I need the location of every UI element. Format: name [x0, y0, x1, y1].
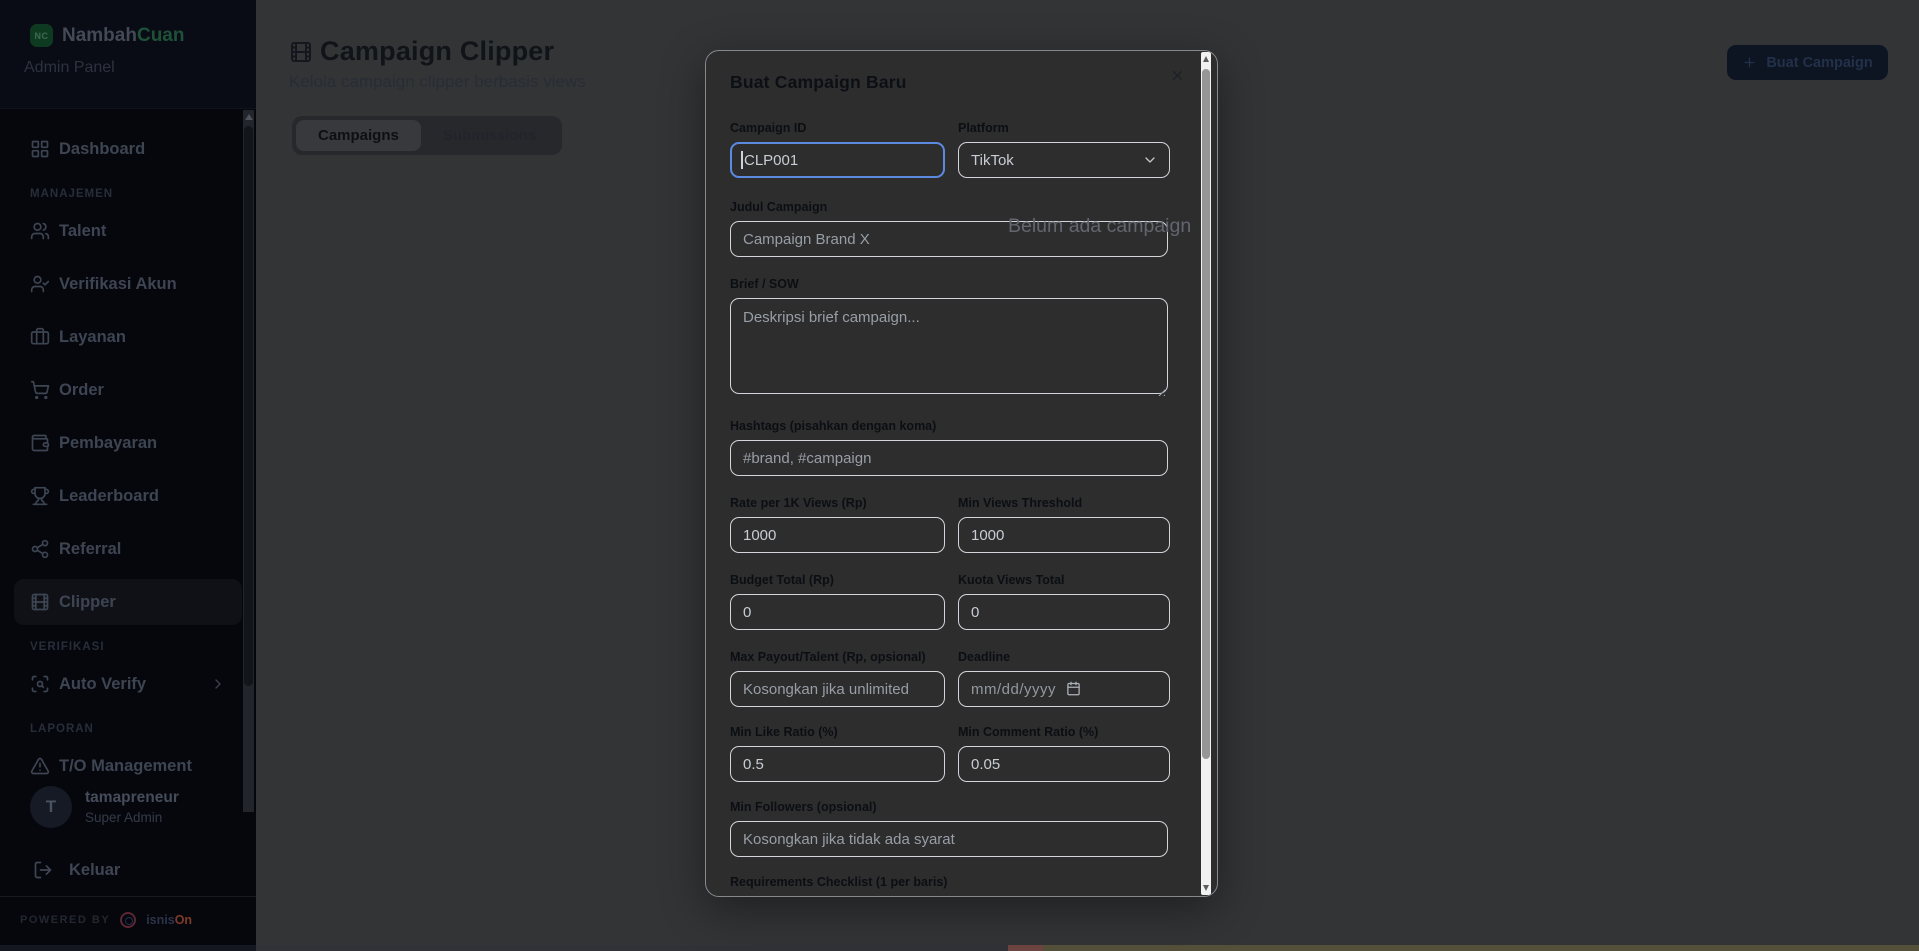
plus-icon	[1742, 55, 1757, 70]
scrollbar-thumb[interactable]	[1202, 69, 1210, 759]
footer-brand	[146, 913, 192, 927]
sidebar-item-label: Layanan	[59, 327, 126, 346]
max-payout-input[interactable]	[730, 671, 945, 707]
user-name: tamapreneur	[85, 789, 179, 806]
min-views-input[interactable]	[958, 517, 1170, 553]
sidebar-item-dashboard[interactable]	[14, 126, 242, 172]
sidebar-item-label: Verifikasi Akun	[59, 274, 177, 293]
logout-button[interactable]	[14, 852, 230, 888]
rate-input[interactable]	[730, 517, 945, 553]
admin-panel-label: Admin Panel	[24, 59, 115, 76]
sidebar-item-label: T/O Management	[59, 756, 192, 775]
sidebar-item-label: Talent	[59, 221, 107, 240]
sidebar-section-verifikasi: VERIFIKASI	[30, 641, 105, 653]
sidebar-item-auto-verify[interactable]	[14, 661, 242, 707]
sidebar-item-referral[interactable]	[14, 526, 242, 572]
brand-name-accent: Cuan	[136, 24, 185, 46]
scan-search-icon	[30, 674, 50, 694]
shopping-cart-icon	[30, 380, 50, 400]
sidebar-section-laporan: LAPORAN	[30, 723, 94, 735]
bottom-edge-left	[0, 945, 256, 951]
wallet-icon	[30, 433, 50, 453]
alert-triangle-icon	[30, 756, 50, 776]
page-title: Campaign Clipper	[320, 36, 555, 66]
sidebar-section-manajemen: MANAJEMEN	[30, 188, 114, 200]
deadline-input[interactable]	[958, 671, 1170, 707]
modal-scrollbar[interactable]	[1201, 52, 1211, 895]
min-views-label: Min Views Threshold	[958, 496, 1083, 510]
sidebar-scrollbar[interactable]	[243, 110, 254, 812]
deadline-label: Deadline	[958, 650, 1011, 664]
judul-campaign-label: Judul Campaign	[730, 200, 828, 214]
rate-label: Rate per 1K Views (Rp)	[730, 496, 867, 510]
sidebar-item-to-management[interactable]	[14, 743, 242, 789]
sidebar-nav	[0, 110, 256, 790]
users-icon	[30, 221, 50, 241]
platform-select[interactable]	[958, 142, 1170, 178]
close-button[interactable]	[1165, 63, 1189, 87]
max-payout-label: Max Payout/Talent (Rp, opsional)	[730, 650, 926, 664]
sidebar-header	[0, 0, 256, 109]
bottom-edge-red	[1008, 945, 1043, 951]
scrollbar-up-arrow[interactable]	[245, 114, 253, 120]
min-followers-label: Min Followers (opsional)	[730, 800, 877, 814]
sidebar-item-verifikasi-akun[interactable]	[14, 261, 242, 307]
sidebar-item-clipper[interactable]	[14, 579, 242, 625]
min-comment-label: Min Comment Ratio (%)	[958, 725, 1099, 739]
brand-name	[62, 25, 184, 47]
brief-sow-textarea[interactable]	[730, 298, 1168, 394]
buat-campaign-modal	[705, 50, 1218, 897]
hashtags-label: Hashtags (pisahkan dengan koma)	[730, 419, 937, 433]
bisnison-logo-icon	[120, 912, 136, 928]
briefcase-icon	[30, 327, 50, 347]
campaign-id-label: Campaign ID	[730, 121, 807, 135]
bottom-edge-tan	[1043, 945, 1919, 951]
sidebar-item-label: Referral	[59, 539, 122, 558]
sidebar	[0, 0, 256, 951]
user-role: Super Admin	[85, 810, 163, 825]
text-caret	[741, 151, 743, 169]
modal-title: Buat Campaign Baru	[730, 72, 907, 92]
layout-grid-icon	[30, 139, 50, 159]
kuota-label: Kuota Views Total	[958, 573, 1065, 587]
sidebar-footer	[0, 896, 256, 928]
hashtags-input[interactable]	[730, 440, 1168, 476]
sidebar-item-order[interactable]	[14, 367, 242, 413]
powered-by-label: POWERED BY	[20, 914, 111, 926]
film-icon	[289, 40, 313, 64]
sidebar-item-leaderboard[interactable]	[14, 473, 242, 519]
min-comment-input[interactable]	[958, 746, 1170, 782]
campaign-id-input[interactable]	[730, 142, 945, 178]
platform-label: Platform	[958, 121, 1009, 135]
bottom-edge-mid	[256, 945, 1008, 951]
scrollbar-up-arrow[interactable]	[1203, 56, 1209, 62]
budget-label: Budget Total (Rp)	[730, 573, 834, 587]
sidebar-item-label: Pembayaran	[59, 433, 158, 452]
sidebar-item-label: Leaderboard	[59, 486, 159, 505]
chevron-right-icon	[210, 676, 226, 692]
trophy-icon	[30, 486, 50, 506]
kuota-input[interactable]	[958, 594, 1170, 630]
min-followers-input[interactable]	[730, 821, 1168, 857]
min-like-input[interactable]	[730, 746, 945, 782]
share-icon	[30, 539, 50, 559]
footer-brand-accent: On	[174, 913, 193, 927]
scrollbar-down-arrow[interactable]	[1203, 885, 1209, 891]
requirements-input[interactable]	[730, 896, 1168, 897]
close-icon	[1170, 68, 1185, 83]
requirements-label: Requirements Checklist (1 per baris)	[730, 875, 948, 889]
budget-input[interactable]	[730, 594, 945, 630]
film-icon	[30, 592, 50, 612]
empty-state-text: Belum ada campaign	[1008, 215, 1192, 237]
buat-campaign-button[interactable]	[1727, 45, 1888, 80]
log-out-icon	[33, 860, 53, 880]
sidebar-item-label: Dashboard	[59, 139, 146, 158]
brief-sow-label: Brief / SOW	[730, 277, 799, 291]
page-subtitle: Kelola campaign clipper berbasis views	[289, 72, 586, 91]
sidebar-item-label: Clipper	[59, 592, 116, 611]
tab-campaigns[interactable]: Campaigns	[296, 120, 421, 151]
sidebar-item-label: Auto Verify	[59, 674, 147, 693]
sidebar-user-block	[0, 786, 244, 888]
brand-name-primary: Nambah	[62, 24, 137, 46]
tab-submissions[interactable]: Submissions	[442, 127, 537, 144]
user-check-icon	[30, 274, 50, 294]
sidebar-item-layanan[interactable]	[14, 314, 242, 360]
min-like-label: Min Like Ratio (%)	[730, 725, 838, 739]
tab-bar	[292, 116, 562, 155]
footer-brand-text: isnis	[146, 913, 175, 927]
scrollbar-thumb[interactable]	[244, 126, 253, 686]
sidebar-item-talent[interactable]	[14, 208, 242, 254]
sidebar-item-pembayaran[interactable]	[14, 420, 242, 466]
logout-label: Keluar	[69, 860, 121, 879]
avatar: T	[30, 786, 72, 828]
brand-logo-badge: NC	[30, 24, 53, 47]
buat-campaign-label: Buat Campaign	[1766, 54, 1873, 71]
sidebar-item-label: Order	[59, 380, 104, 399]
